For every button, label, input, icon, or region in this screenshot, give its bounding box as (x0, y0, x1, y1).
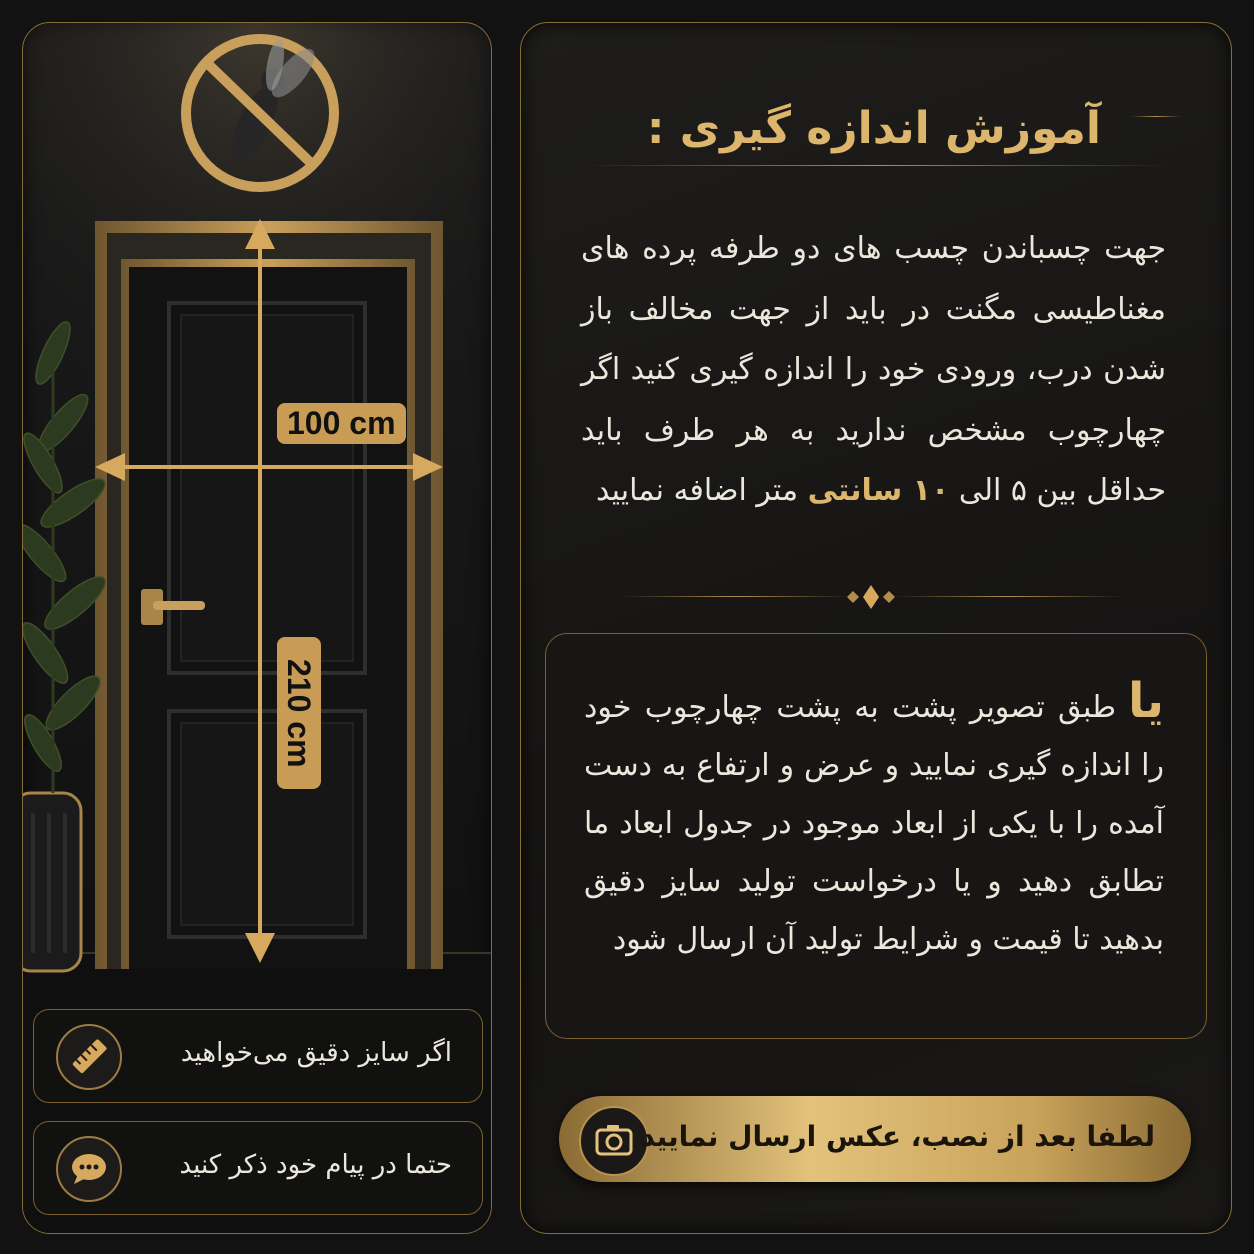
width-label: 100 cm (277, 403, 406, 444)
note-exact-size (33, 1009, 483, 1103)
alternative-method-box (545, 633, 1207, 1039)
note-mention-label: حتما در پیام خود ذکر کنید (179, 1150, 452, 1180)
instruction-text-end: متر اضافه نمایید (595, 473, 799, 508)
instruction-highlight: ۱۰ سانتی (807, 473, 950, 508)
ruler-icon (56, 1024, 122, 1090)
note-mention-in-message (33, 1121, 483, 1215)
alternative-text (584, 672, 1164, 969)
alternative-heading: یا (1127, 673, 1164, 729)
measurement-instruction (581, 219, 1166, 522)
ornament-line-left (621, 596, 851, 597)
camera-icon (579, 1106, 649, 1176)
page-title: آموزش اندازه گیری : (646, 103, 1101, 154)
instruction-text: جهت چسباندن چسب های دو طرفه پرده های مغناطیسی مگنت در باید از جهت مخالف باز شدن درب، ورودی خود را اندازه گیری کنید اگر چهارچوب مشخص ندارید به هر طرف باید حداقل بین ۵ الی (581, 231, 1166, 508)
height-label: 210 cm (277, 637, 321, 789)
title-ornament-line (1131, 116, 1181, 117)
ornament-diamond-icon (841, 583, 901, 611)
alternative-body: طبق تصویر پشت به پشت چهارچوب خود را اندازه گیری نمایید و عرض و ارتفاع به دست آمده را با یکی از ابعاد موجود در جدول ابعاد ما تطابق دهید و یا درخواست تولید سایز دقیق بدهید تا قیمت و شرایط تولید آن ارسال شود (584, 690, 1164, 957)
title-divider (581, 165, 1171, 166)
note-exact-size-label: اگر سایز دقیق می‌خواهید (180, 1038, 452, 1068)
ornament-line-right (893, 596, 1123, 597)
door-illustration-panel (22, 22, 492, 1234)
photo-request-banner (559, 1096, 1191, 1182)
photo-request-text: لطفا بعد از نصب، عکس ارسال نمایید (640, 1120, 1155, 1153)
chat-icon (56, 1136, 122, 1202)
instructions-panel (520, 22, 1232, 1234)
